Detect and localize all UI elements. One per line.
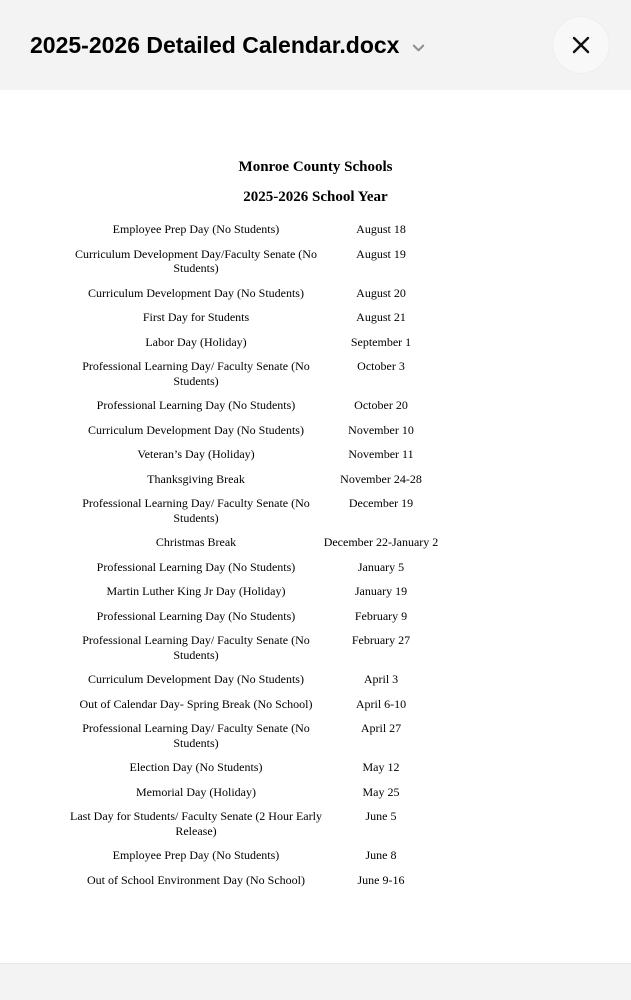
date-cell: August 20 [356, 285, 406, 300]
date-cell: January 19 [354, 584, 408, 598]
calendar-row [70, 398, 631, 413]
close-button[interactable] [553, 17, 609, 73]
title-bar [0, 0, 631, 90]
calendar-row [70, 721, 631, 750]
event-cell: Employee Prep Day (No Students) [112, 848, 280, 862]
date-cell: August 21 [356, 310, 406, 324]
event-cell: Christmas Break [155, 535, 237, 549]
date-cell: February 9 [354, 608, 408, 623]
event-cell: Professional Learning Day/ Faculty Senate (No Students) [82, 721, 310, 750]
event-cell: Employee Prep Day (No Students) [112, 222, 280, 236]
date-cell: September 1 [350, 334, 412, 349]
event-cell: Out of Calendar Day- Spring Break (No School) [79, 696, 313, 711]
document-title: 2025-2026 Detailed Calendar.docx [30, 31, 400, 58]
event-cell: Labor Day (Holiday) [145, 334, 247, 349]
date-cell: May 25 [362, 784, 400, 799]
close-icon [570, 34, 592, 56]
calendar-row [70, 286, 631, 301]
event-cell: Thanksgiving Break [147, 471, 245, 486]
calendar-row [70, 697, 631, 712]
chevron-down-icon[interactable] [407, 36, 429, 58]
date-cell: June 5 [365, 809, 397, 823]
event-cell: Curriculum Development Day (No Students) [88, 672, 304, 686]
date-cell: May 12 [362, 760, 400, 774]
date-cell: October 20 [354, 398, 408, 412]
event-cell: Curriculum Development Day (No Students) [88, 285, 304, 300]
event-cell: Curriculum Development Day/Faculty Senate (No Students) [75, 246, 317, 275]
event-cell: Veteran’s Day (Holiday) [137, 447, 255, 461]
calendar-row [70, 447, 631, 462]
document-scroll-area[interactable] [0, 90, 631, 963]
bottom-bar [0, 963, 631, 1000]
date-cell: January 5 [357, 559, 405, 574]
event-cell: First Day for Students [142, 310, 250, 324]
event-cell: Last Day for Students/ Faculty Senate (2 Hour Early Release) [70, 809, 322, 838]
calendar-row [70, 535, 631, 550]
event-cell: Curriculum Development Day (No Students) [88, 422, 304, 437]
date-cell: April 27 [360, 721, 402, 735]
calendar-row [70, 609, 631, 624]
date-cell: August 18 [356, 222, 406, 236]
calendar-row [70, 633, 631, 662]
event-cell: Professional Learning Day (No Students) [96, 398, 296, 412]
date-cell: February 27 [351, 633, 411, 647]
calendar-row [70, 496, 631, 525]
date-cell: November 24-28 [340, 471, 422, 486]
document-heading-line2: 2025-2026 School Year [243, 189, 388, 205]
event-cell: Professional Learning Day/ Faculty Senate (No Students) [82, 359, 310, 388]
calendar-row [70, 423, 631, 438]
calendar-row [70, 335, 631, 350]
date-cell: April 6-10 [355, 696, 407, 711]
date-cell: June 8 [365, 848, 397, 862]
calendar-row [70, 310, 631, 325]
date-cell: December 19 [348, 496, 414, 510]
calendar-row [70, 247, 631, 276]
event-cell: Election Day (No Students) [129, 760, 263, 774]
calendar-row [70, 760, 631, 775]
calendar-row [70, 560, 631, 575]
calendar-row [70, 848, 631, 863]
event-cell: Professional Learning Day (No Students) [96, 559, 296, 574]
calendar-row [70, 472, 631, 487]
document-page [0, 90, 631, 887]
calendar-row [70, 359, 631, 388]
event-cell: Martin Luther King Jr Day (Holiday) [106, 584, 286, 598]
date-cell: August 19 [356, 246, 406, 261]
event-cell: Professional Learning Day/ Faculty Senate (No Students) [82, 633, 310, 662]
event-cell: Professional Learning Day (No Students) [96, 608, 296, 623]
calendar-row [70, 672, 631, 687]
event-cell: Memorial Day (Holiday) [136, 784, 256, 799]
date-cell: June 9-16 [357, 872, 405, 887]
event-cell: Out of School Environment Day (No School) [87, 872, 305, 887]
date-cell: December 22-January 2 [323, 535, 439, 549]
calendar-row [70, 809, 631, 838]
calendar-row [70, 873, 631, 888]
event-cell: Professional Learning Day/ Faculty Senate (No Students) [82, 496, 310, 525]
date-cell: November 10 [348, 422, 414, 437]
calendar-rows [70, 222, 631, 887]
date-cell: October 3 [357, 359, 405, 373]
calendar-row [70, 785, 631, 800]
date-cell: November 11 [348, 447, 414, 461]
calendar-row [70, 222, 631, 237]
document-heading-line1: Monroe County Schools [238, 159, 393, 175]
document-title-group [30, 32, 553, 59]
date-cell: April 3 [363, 672, 399, 686]
calendar-row [70, 584, 631, 599]
